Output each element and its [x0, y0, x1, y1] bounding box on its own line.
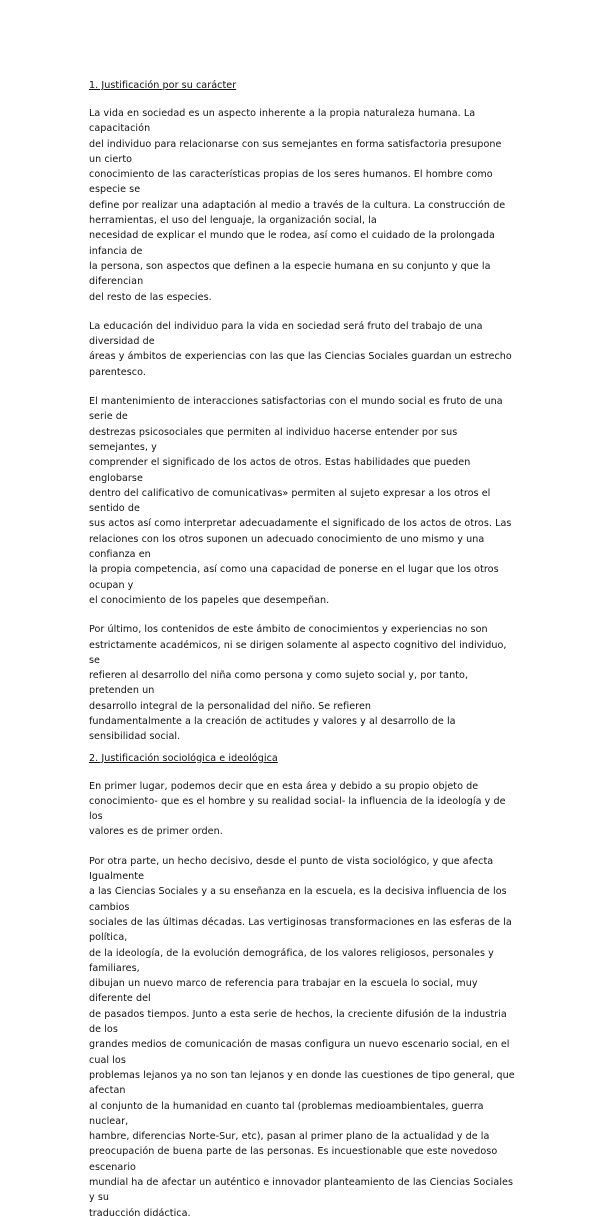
paragraph: La educación del individuo para la vida en sociedad será fruto del trabajo de una diversidad de áreas y ámbitos de experiencias con las que las Ciencias Sociales guardan un estrecho parentesco.	[89, 320, 512, 378]
section-heading: 2. Justificación sociológica e ideológica	[89, 752, 278, 764]
section-heading: 1. Justificación por su carácter	[89, 80, 237, 91]
paragraph: Por último, los contenidos de este ámbito de conocimientos y experiencias no son estrictamente académicos, ni se dirigen solamente al aspecto cognitivo del individuo, se refieren al desarrollo del niña como persona y como sujeto social y, por tanto, pretenden un desarrollo integral de la personalidad del niño. Se refieren fundamentalmente a la creación de actitudes y valores y al desarrollo de la sensibilidad social.	[89, 624, 507, 743]
paragraph: La vida en sociedad es un aspecto inherente a la propia naturaleza humana. La capacitación del individuo para relacionarse con sus semejantes en forma satisfactoria presupone un cierto conocimiento de las características propias de los seres humanos. El hombre como especie se define por realizar una adaptación al medio a través de la cultura. La construcción de herramientas, el uso del lenguaje, la organización social, la necesidad de explicar el mundo que le rodea, así como el cuidado de la prolongada infancia de la persona, son aspectos que definen a la especie humana en su conjunto y que la diferencian del resto de las especies.	[89, 108, 506, 303]
paragraph: Por otra parte, un hecho decisivo, desde el punto de vista sociológico, y que afecta Igualmente a las Ciencias Sociales y a su enseñanza en la escuela, es la decisiva influencia de los cambios sociales de las últimas décadas. Las vertiginosas transformaciones en las esferas de la política, de la ideología, de la evolución demográfica, de los valores religiosos, personales y familiares, dibujan un nuevo marco de referencia para trabajar en la escuela lo social, muy diferente del de pasados tiempos. Junto a esta serie de hechos, la creciente difusión de la industria de los grandes medios de comunicación de masas configura un nuevo escenario social, en el cual los problemas lejanos ya no son tan lejanos y en donde las cuestiones de tipo general, que afectan al conjunto de la humanidad en cuanto tal (problemas medioambientales, guerra nuclear, hambre, diferencias Norte-Sur, etc), pasan al primer plano de la actualidad y de la preocupación de buena parte de las personas. Es incuestionable que este novedoso escenario mundial ha de afectar un auténtico e innovador planteamiento de las Ciencias Sociales y su traducción didáctica.	[89, 855, 515, 1219]
paragraph: El mantenimiento de interacciones satisfactorias con el mundo social es fruto de una serie de destrezas psicosociales que permiten al individuo hacerse entender por sus semejantes, y comprender el significado de los actos de otros. Estas habilidades que pueden englobarse dentro del calificativo de comunicativas» permiten al sujeto expresar a los otros el sentido de sus actos así como interpretar adecuadamente el significado de los actos de otros. Las relaciones con los otros suponen un adecuado conocimiento de uno mismo y una confianza en la propia competencia, así como una capacidad de ponerse en el lugar que los otros ocupan y el conocimiento de los papeles que desempeñan.	[89, 396, 512, 606]
section-justificacion-caracter	[89, 80, 516, 745]
section-justificacion-sociologica	[89, 753, 516, 1221]
paragraph: En primer lugar, podemos decir que en esta área y debido a su propio objeto de conocimiento- que es el hombre y su realidad social- la influencia de la ideología y de los valores es de primer orden.	[89, 780, 506, 838]
